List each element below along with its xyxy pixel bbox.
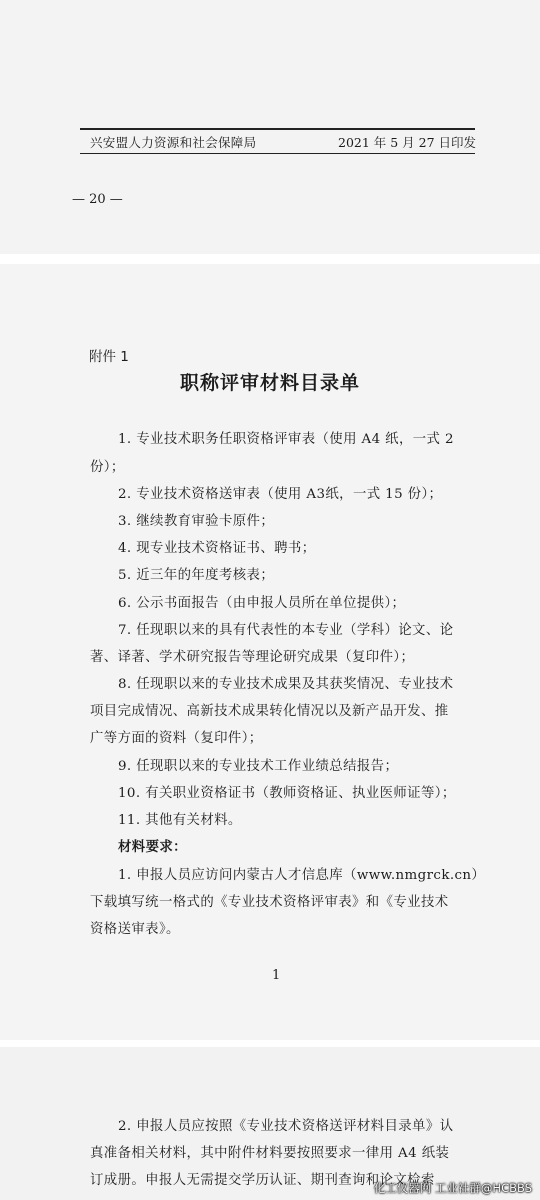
list-item: 7. 任现职以来的具有代表性的本专业（学科）论文、论 [118, 623, 454, 638]
list-item: 10. 有关职业资格证书（教师资格证、执业医师证等）； [118, 786, 456, 801]
list-item: 1. 专业技术职务任职资格评审表（使用 A4 纸，一式 2 [118, 432, 454, 447]
page-fragment-previous [0, 0, 540, 254]
watermark: 化工仪器网 工业社群@HCBBS [373, 1181, 532, 1195]
issuing-authority: 兴安盟人力资源和社会保障局 [90, 135, 257, 150]
requirement-continuation: 下载填写统一格式的《专业技术资格评审表》和《专业技术 [90, 895, 449, 910]
document-title: 职称评审材料目录单 [179, 372, 360, 394]
requirement-item: 1. 申报人员应访问内蒙古人才信息库（www.nmgrck.cn） [118, 868, 486, 883]
issue-date: 2021 年 5 月 27 日印发 [338, 135, 477, 150]
page-number: 1 [272, 968, 281, 983]
list-item-continuation: 广等方面的资料（复印件）； [90, 731, 263, 746]
header-rule-bottom [80, 153, 475, 154]
list-item: 3. 继续教育审验卡原件； [118, 514, 275, 529]
requirement-continuation: 真准备相关材料，其中附件材料要按照要求一律用 A4 纸装 [90, 1146, 450, 1161]
list-item-continuation: 项目完成情况、高新技术成果转化情况以及新产品开发、推 [90, 704, 449, 719]
header-rule-top [80, 128, 475, 130]
requirement-continuation: 订成册。申报人无需提交学历认证、期刊查询和论文检索 [90, 1173, 435, 1188]
attachment-label: 附件 1 [89, 349, 129, 365]
list-item: 6. 公示书面报告（由申报人员所在单位提供）； [118, 596, 406, 611]
requirement-item: 2. 申报人员应按照《专业技术资格送评材料目录单》认 [118, 1119, 454, 1134]
page-number-previous: — 20 — [72, 192, 123, 207]
list-item-continuation: 著、译著、学术研究报告等理论研究成果（复印件）； [90, 650, 415, 665]
list-item: 4. 现专业技术资格证书、聘书； [118, 541, 316, 556]
list-item: 2. 专业技术资格送审表（使用 A3纸，一式 15 份）； [118, 487, 443, 502]
list-item-continuation: 份）； [90, 460, 125, 475]
list-item: 11. 其他有关材料。 [118, 813, 242, 828]
list-item: 5. 近三年的年度考核表； [118, 568, 275, 583]
list-item: 8. 任现职以来的专业技术成果及其获奖情况、专业技术 [118, 677, 454, 692]
requirement-continuation: 资格送审表》。 [90, 922, 180, 937]
list-item: 9. 任现职以来的专业技术工作业绩总结报告； [118, 759, 399, 774]
requirements-heading: 材料要求： [118, 840, 187, 855]
